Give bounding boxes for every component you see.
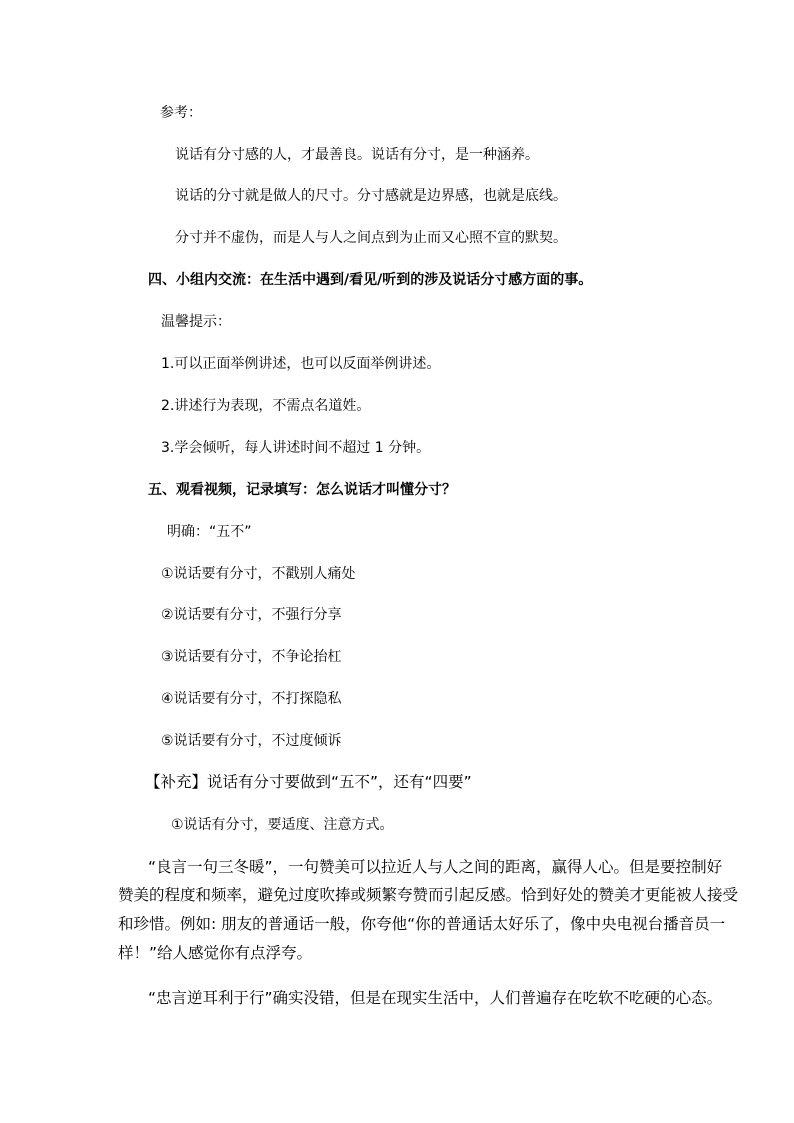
paragraph-2-line-1: “忠言逆耳利于行”确实没错，但是在现实生活中，人们普遍存在吃软不吃硬的心态。 xyxy=(148,989,723,1007)
reference-line-1: 说话有分寸感的人，才最善良。说话有分寸，是一种涵养。 xyxy=(175,147,539,163)
paragraph-1-line-4: 样！”给人感觉你有点浮夸。 xyxy=(118,944,313,962)
paragraph-1-line-3: 和珍惜。例如: 朋友的普通话一般，你夸他“你的普通话太好乐了，像中央电视台播音员一 xyxy=(118,915,726,933)
section-4-heading: 四、小组内交流：在生活中遇到/看见/听到的涉及说话分寸感方面的事。 xyxy=(148,272,593,288)
tip-item-1: 1.可以正面举例讲述，也可以反面举例讲述。 xyxy=(161,356,441,372)
supplement-point-1: ①说话有分寸，要适度、注意方式。 xyxy=(171,817,394,833)
supplement-title: 【补充】说话有分寸要做到“五不”，还有“四要” xyxy=(145,773,472,791)
paragraph-1-line-1: “良言一句三冬暖”，一句赞美可以拉近人与人之间的距离，赢得人心。但是要控制好 xyxy=(148,858,723,876)
reference-line-2: 说话的分寸就是做人的尺寸。分寸感就是边界感，也就是底线。 xyxy=(175,188,567,204)
tip-item-2: 2.讲述行为表现，不需点名道姓。 xyxy=(161,398,371,414)
rule-item-3: ③说话要有分寸，不争论抬杠 xyxy=(161,649,342,665)
rule-item-5: ⑤说话要有分寸，不过度倾诉 xyxy=(161,733,342,749)
rule-item-1: ①说话要有分寸，不戳别人痛处 xyxy=(161,566,356,582)
reference-line-3: 分寸并不虚伪，而是人与人之间点到为止而又心照不宣的默契。 xyxy=(175,230,567,246)
tips-label: 温馨提示： xyxy=(161,314,231,330)
reference-label: 参考： xyxy=(160,105,202,121)
clarify-label: 明确：“五不” xyxy=(167,524,252,540)
rule-item-4: ④说话要有分寸，不打探隐私 xyxy=(161,691,342,707)
section-5-heading: 五、观看视频，记录填写：怎么说话才叫懂分寸？ xyxy=(148,482,456,498)
paragraph-1-line-2: 赞美的程度和频率，避免过度吹捧或频繁夸赞而引起反感。恰到好处的赞美才更能被人接受 xyxy=(118,886,739,904)
tip-item-3: 3.学会倾听，每人讲述时间不超过 1 分钟。 xyxy=(161,440,431,456)
rule-item-2: ②说话要有分寸，不强行分享 xyxy=(161,607,342,623)
